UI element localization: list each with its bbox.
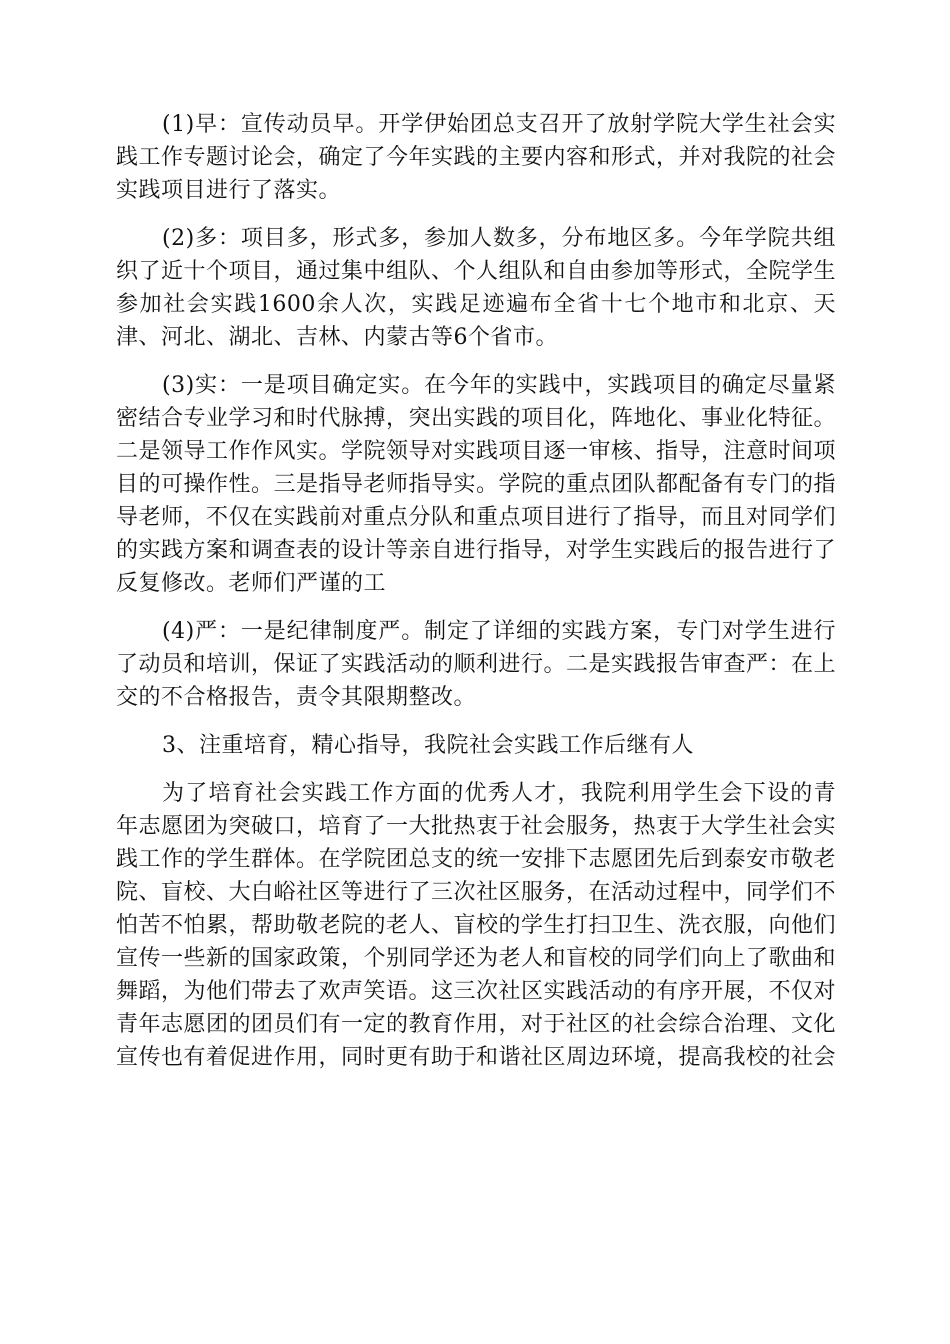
paragraph-1-early: (1)早：宣传动员早。开学伊始团总支召开了放射学院大学生社会实践工作专题讨论会，确定了今年实践的主要内容和形式，并对我院的社会实践项目进行了落实。: [116, 112, 837, 203]
paragraph-2-many: (2)多：项目多，形式多，参加人数多，分布地区多。今年学院共组织了近十个项目，通过集中组队、个人组队和自由参加等形式，全院学生参加社会实践1600余人次，实践足迹遍布全省十七个地市和北京、天津、河北、湖北、吉林、内蒙古等6个省市。: [116, 226, 837, 350]
paragraph-3-solid: (3)实：一是项目确定实。在今年的实践中，实践项目的确定尽量紧密结合专业学习和时代脉搏，突出实践的项目化，阵地化、事业化特征。二是领导工作作风实。学院领导对实践项目逐一审核、指导，注意时间项目的可操作性。三是指导老师指导实。学院的重点团队都配备有专门的指导老师，不仅在实践前对重点分队和重点项目进行了指导，而且对同学们的实践方案和调查表的设计等亲自进行指导，对学生实践后的报告进行了反复修改。老师们严谨的工: [116, 373, 837, 596]
paragraph-4-strict: (4)严：一是纪律制度严。制定了详细的实践方案，专门对学生进行了动员和培训，保证了实践活动的顺利进行。二是实践报告审查严：在上交的不合格报告，责令其限期整改。: [116, 619, 837, 710]
section-heading-3: 3、注重培育，精心指导，我院社会实践工作后继有人: [162, 733, 694, 758]
paragraph-volunteer-team: 为了培育社会实践工作方面的优秀人才，我院利用学生会下设的青年志愿团为突破口，培育了一大批热衷于社会服务，热衷于大学生社会实践工作的学生群体。在学院团总支的统一安排下志愿团先后到泰安市敬老院、盲校、大白峪社区等进行了三次社区服务，在活动过程中，同学们不怕苦不怕累，帮助敬老院的老人、盲校的学生打扫卫生、洗衣服，向他们宣传一些新的国家政策，个别同学还为老人和盲校的同学们向上了歌曲和舞蹈，为他们带去了欢声笑语。这三次社区实践活动的有序开展，不仅对青年志愿团的团员们有一定的教育作用，对于社区的社会综合治理、文化宣传也有着促进作用，同时更有助于和谐社区周边环境，提高我校的社会: [116, 781, 837, 1070]
document-body: [116, 108, 836, 1089]
